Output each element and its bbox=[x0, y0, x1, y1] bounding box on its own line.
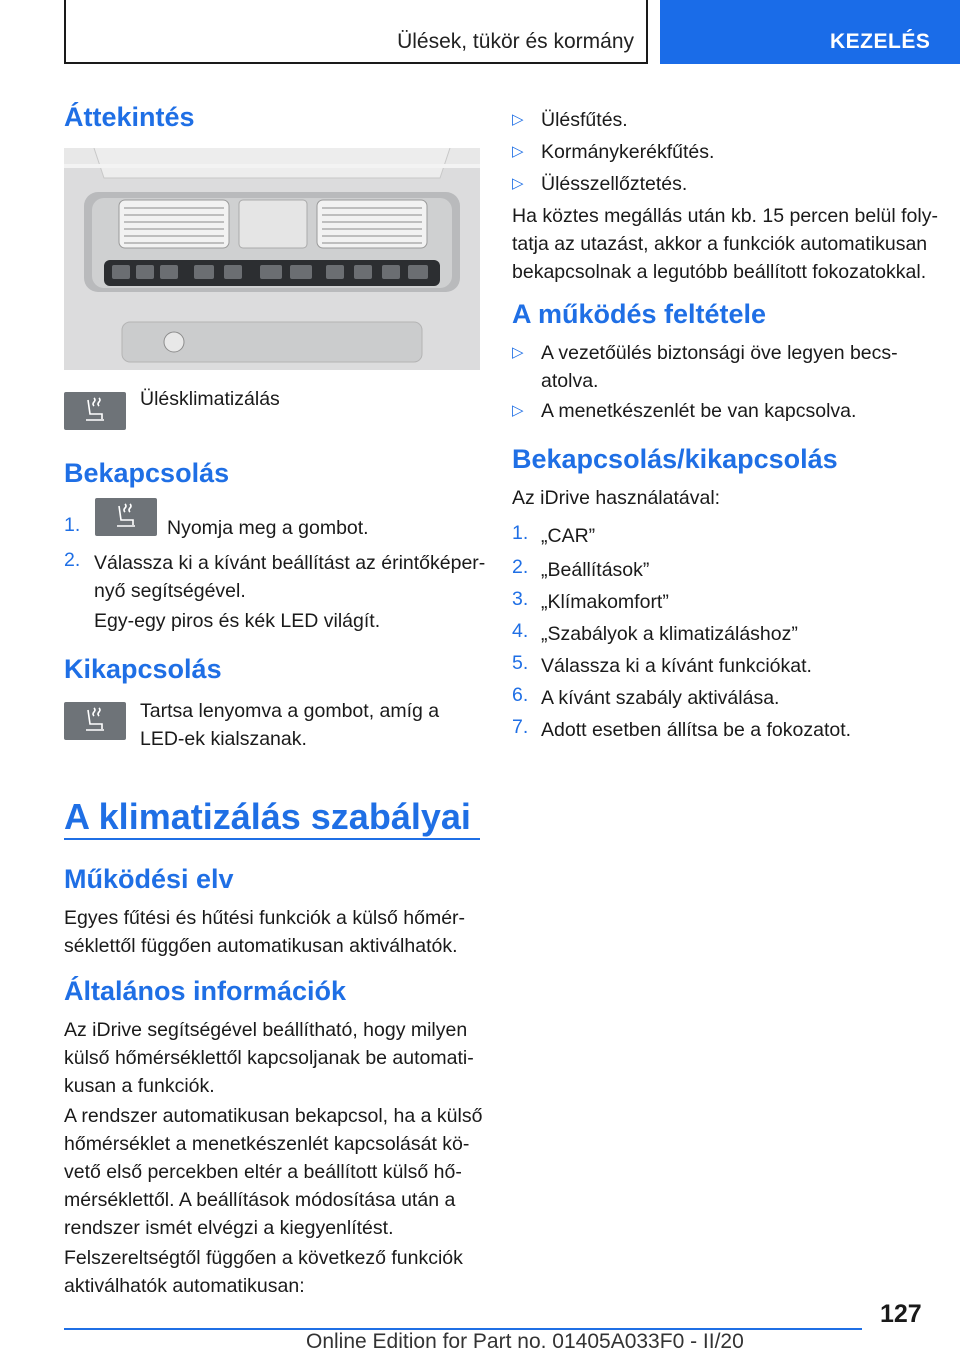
general-heading: Általános információk bbox=[64, 976, 347, 1006]
bullet-text: Ülésszellőztetés. bbox=[541, 173, 688, 195]
step-text: „Klímakomfort” bbox=[541, 591, 669, 613]
bullet-text: A menetkészenlét be van kapcsolva. bbox=[541, 400, 857, 422]
body-line: Ha köztes megállás után kb. 15 percen belül foly- bbox=[512, 205, 938, 227]
body-line: séklettől függően automatikusan aktiválhatók. bbox=[64, 935, 458, 957]
bullet-text: Kormánykerékfűtés. bbox=[541, 141, 715, 163]
body-line: külső hőmérséklettől kapcsoljanak be automati- bbox=[64, 1047, 474, 1069]
body-line: bekapcsolnak a legutóbb beállított fokozatokkal. bbox=[512, 261, 927, 283]
header-tab-label: KEZELÉS bbox=[830, 30, 931, 53]
step-text: A kívánt szabály aktiválása. bbox=[541, 687, 780, 709]
dashboard-photo bbox=[64, 148, 480, 370]
overview-heading: Áttekintés bbox=[64, 102, 195, 132]
triangle-bullet-icon: ▷ bbox=[512, 344, 524, 361]
step-text: Válassza ki a kívánt funkciókat. bbox=[541, 655, 812, 677]
step-number: 1. bbox=[64, 514, 81, 536]
body-line: hőmérséklet a menetkészenlét kapcsolását kö- bbox=[64, 1133, 470, 1155]
body-line: aktiválhatók automatikusan: bbox=[64, 1275, 305, 1297]
seat-climate-icon bbox=[95, 498, 157, 536]
triangle-bullet-icon: ▷ bbox=[512, 175, 524, 192]
page-number: 127 bbox=[880, 1300, 922, 1328]
step-number: 2. bbox=[512, 556, 529, 578]
step-number: 7. bbox=[512, 716, 529, 738]
off-text: LED-ek kialszanak. bbox=[140, 728, 307, 750]
step-text: Adott esetben állítsa be a fokozatot. bbox=[541, 719, 852, 741]
body-line: Egyes fűtési és hűtési funkciók a külső hőmér- bbox=[64, 907, 466, 929]
body-line: kusan a funkciók. bbox=[64, 1075, 215, 1097]
header-title: Ülések, tükör és kormány bbox=[397, 30, 634, 53]
header-frame bbox=[64, 0, 648, 64]
step-number: 2. bbox=[64, 549, 81, 571]
on-heading: Bekapcsolás bbox=[64, 458, 230, 488]
step-number: 6. bbox=[512, 684, 529, 706]
condition-heading: A működés feltétele bbox=[512, 299, 767, 329]
step-text: „Beállítások” bbox=[541, 559, 650, 581]
onoff-heading: Bekapcsolás/kikapcsolás bbox=[512, 444, 838, 474]
seat-climate-icon bbox=[64, 702, 126, 740]
body-line: tatja az utazást, akkor a funkciók automatikusan bbox=[512, 233, 928, 255]
step-text: Válassza ki a kívánt beállítást az érintőképer- bbox=[94, 552, 486, 574]
seat-climate-icon bbox=[64, 392, 126, 430]
bullet-text: A vezetőülés biztonsági öve legyen becs- bbox=[541, 342, 898, 364]
body-line: Felszereltségtől függően a következő funkciók bbox=[64, 1247, 463, 1269]
off-heading: Kikapcsolás bbox=[64, 654, 222, 684]
triangle-bullet-icon: ▷ bbox=[512, 111, 524, 128]
principle-heading: Működési elv bbox=[64, 864, 234, 894]
step-number: 3. bbox=[512, 588, 529, 610]
triangle-bullet-icon: ▷ bbox=[512, 143, 524, 160]
photo-caption: Ülésklimatizálás bbox=[140, 388, 280, 410]
body-line: vető első percekben eltér a beállított külső hő- bbox=[64, 1161, 462, 1183]
bullet-text: atolva. bbox=[541, 370, 599, 392]
onoff-intro: Az iDrive használatával: bbox=[512, 487, 721, 509]
chapter-rule bbox=[64, 838, 480, 840]
step-number: 5. bbox=[512, 652, 529, 674]
body-line: rendszer ismét elvégzi a kiegyenlítést. bbox=[64, 1217, 394, 1239]
step-note: Egy-egy piros és kék LED világít. bbox=[94, 610, 381, 632]
step-text: „Szabályok a klimatizáláshoz” bbox=[541, 623, 798, 645]
header-section-tab[interactable] bbox=[660, 0, 960, 64]
body-line: A rendszer automatikusan bekapcsol, ha a külső bbox=[64, 1105, 483, 1127]
footer-edition: Online Edition for Part no. 01405A033F0 - II/20 bbox=[306, 1330, 744, 1353]
step-text: Nyomja meg a gombot. bbox=[167, 517, 369, 539]
off-text: Tartsa lenyomva a gombot, amíg a bbox=[140, 700, 440, 722]
step-number: 1. bbox=[512, 522, 529, 544]
triangle-bullet-icon: ▷ bbox=[512, 402, 524, 419]
body-line: Az iDrive segítségével beállítható, hogy milyen bbox=[64, 1019, 468, 1041]
dashboard-illustration bbox=[64, 148, 480, 370]
chapter-heading: A klimatizálás szabályai bbox=[64, 796, 471, 837]
step-text: nyő segítségével. bbox=[94, 580, 246, 602]
step-number: 4. bbox=[512, 620, 529, 642]
step-text: „CAR” bbox=[541, 525, 596, 547]
body-line: mérséklettől. A beállítások módosítása után a bbox=[64, 1189, 456, 1211]
bullet-text: Ülésfűtés. bbox=[541, 109, 628, 131]
